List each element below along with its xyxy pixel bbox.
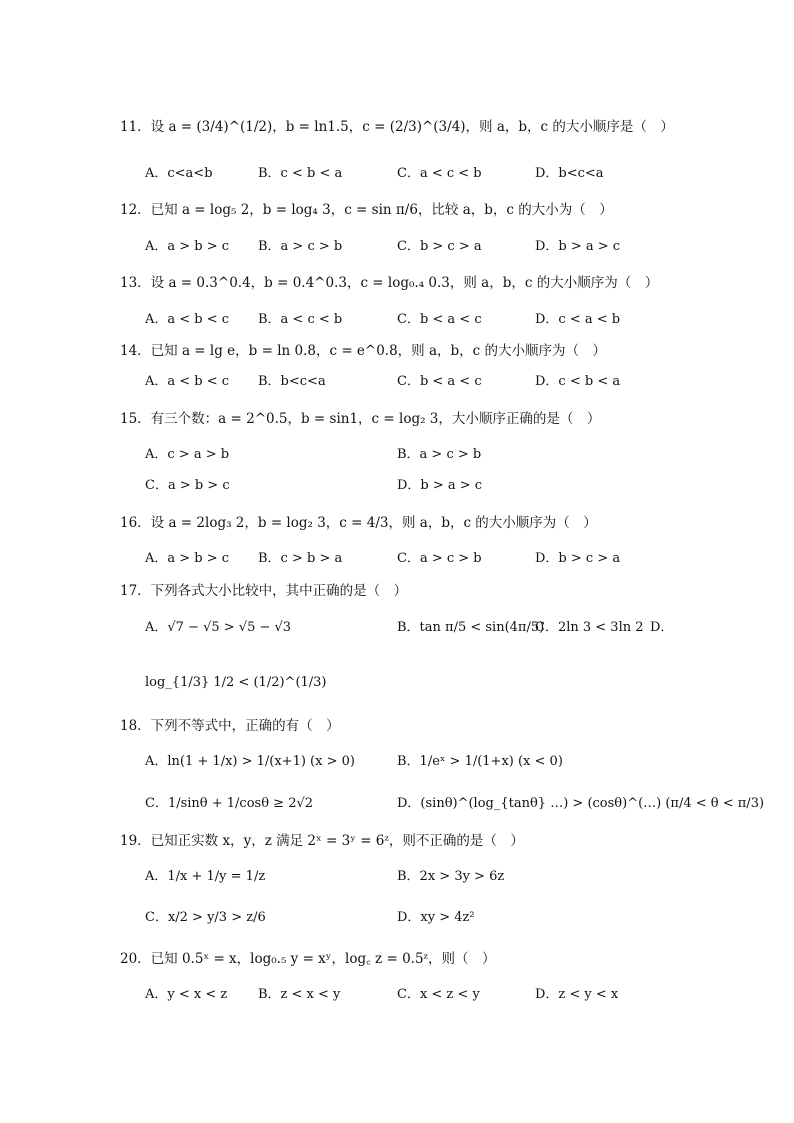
question-19-option-c: C．x/2 > y/3 > z/6 xyxy=(145,910,266,925)
question-11-option-d: D．b<c<a xyxy=(535,166,604,181)
question-15-option-d: D．b > a > c xyxy=(397,478,483,493)
question-17-option-c: C．2ln 3 < 3ln 2 xyxy=(535,620,644,635)
question-16-option-c: C．a > c > b xyxy=(397,551,482,566)
question-20-option-d: D．z < y < x xyxy=(535,987,619,1002)
question-20-stem: 20．已知 0.5ˣ = x，log₀.₅ y = xʸ，log꜀ z = 0.5ᶻ，则（ ） xyxy=(120,951,496,967)
question-12-option-a: A．a > b > c xyxy=(145,239,230,254)
question-20-option-b: B．z < x < y xyxy=(258,987,341,1002)
question-12-option-c: C．b > c > a xyxy=(397,239,482,254)
question-11-option-a: A．c<a<b xyxy=(145,166,213,181)
question-18-option-c: C．1/sinθ + 1/cosθ ≥ 2√2 xyxy=(145,796,314,811)
question-18-stem: 18．下列不等式中，正确的有（ ） xyxy=(120,718,340,734)
question-14-option-b: B．b<c<a xyxy=(258,374,326,389)
question-14-stem: 14．已知 a = lg e，b = ln 0.8，c = e^0.8，则 a，b，c 的大小顺序为（ ） xyxy=(120,343,607,359)
question-11-option-c: C．a < c < b xyxy=(397,166,482,181)
question-16-option-b: B．c > b > a xyxy=(258,551,343,566)
question-16-stem: 16．设 a = 2log₃ 2，b = log₂ 3，c = 4/3，则 a，b，c 的大小顺序为（ ） xyxy=(120,515,597,531)
question-15-option-c: C．a > b > c xyxy=(145,478,230,493)
question-13-stem: 13．设 a = 0.3^0.4，b = 0.4^0.3，c = log₀.₄ 0.3，则 a，b，c 的大小顺序为（ ） xyxy=(120,275,659,291)
question-11-stem: 11．设 a = (3/4)^(1/2)，b = ln1.5，c = (2/3)^(3/4)，则 a，b，c 的大小顺序是（ ） xyxy=(120,119,674,135)
question-12-option-b: B．a > c > b xyxy=(258,239,343,254)
question-20-option-c: C．x < z < y xyxy=(397,987,480,1002)
question-14-option-d: D．c < b < a xyxy=(535,374,621,389)
question-17-option-a: A．√7 − √5 > √5 − √3 xyxy=(145,620,292,635)
question-16-option-a: A．a > b > c xyxy=(145,551,230,566)
question-17-option-d-content: log_{1/3} 1/2 < (1/2)^(1/3) xyxy=(145,675,327,690)
question-11-option-b: B．c < b < a xyxy=(258,166,343,181)
question-19-option-d: D．xy > 4z² xyxy=(397,910,475,925)
question-20-option-a: A．y < x < z xyxy=(145,987,228,1002)
question-12-stem: 12．已知 a = log₅ 2，b = log₄ 3，c = sin π/6，比较 a，b，c 的大小为（ ） xyxy=(120,202,613,218)
question-15-option-a: A．c > a > b xyxy=(145,447,230,462)
question-12-option-d: D．b > a > c xyxy=(535,239,621,254)
question-13-option-d: D．c < a < b xyxy=(535,312,621,327)
question-13-option-a: A．a < b < c xyxy=(145,312,230,327)
question-19-stem: 19．已知正实数 x，y，z 满足 2ˣ = 3ʸ = 6ᶻ，则不正确的是（ ） xyxy=(120,833,524,849)
question-17-option-b: B．tan π/5 < sin(4π/5) xyxy=(397,620,545,635)
question-17-stem: 17．下列各式大小比较中，其中正确的是（ ） xyxy=(120,583,408,599)
question-15-option-b: B．a > c > b xyxy=(397,447,482,462)
question-17-option-d: D． xyxy=(650,620,674,635)
question-13-option-b: B．a < c < b xyxy=(258,312,343,327)
question-14-option-a: A．a < b < c xyxy=(145,374,230,389)
question-18-option-b: B．1/eˣ > 1/(1+x) (x < 0) xyxy=(397,754,563,769)
question-14-option-c: C．b < a < c xyxy=(397,374,482,389)
question-18-option-a: A．ln(1 + 1/x) > 1/(x+1) (x > 0) xyxy=(145,754,355,769)
question-16-option-d: D．b > c > a xyxy=(535,551,621,566)
question-19-option-b: B．2x > 3y > 6z xyxy=(397,869,505,884)
question-15-stem: 15．有三个数：a = 2^0.5，b = sin1，c = log₂ 3，大小顺序正确的是（ ） xyxy=(120,411,601,427)
question-19-option-a: A．1/x + 1/y = 1/z xyxy=(145,869,266,884)
question-18-option-d: D．(sinθ)^(log_{tanθ} …) > (cosθ)^(…) (π/4 < θ < π/3) xyxy=(397,796,765,811)
question-13-option-c: C．b < a < c xyxy=(397,312,482,327)
